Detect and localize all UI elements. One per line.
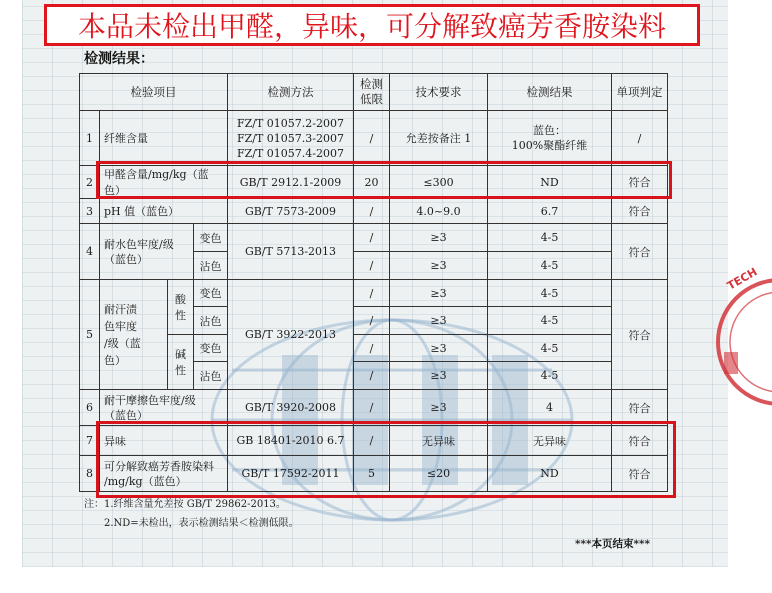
judgement: / [612,111,668,166]
result: 4-5 [488,307,612,335]
alkali-label: 碱性 [168,335,194,390]
detection-limit: / [354,111,390,166]
row-number: 1 [80,111,100,166]
test-method: GB/T 17592-2011 [228,456,354,492]
detection-limit: / [354,252,390,280]
detection-limit: / [354,224,390,252]
judgement: 符合 [612,166,668,199]
detection-limit: / [354,335,390,362]
result: 4 [488,390,612,426]
footnote-2: 2.ND=未检出，表示检测结果＜检测低限。 [104,518,299,529]
item-name: 可分解致癌芳香胺染料 /mg/kg（蓝色） [100,456,228,492]
requirement: 无异味 [390,426,488,456]
item-name: 纤维含量 [100,111,228,166]
header-method: 检测方法 [228,74,354,111]
requirement: ≥3 [390,224,488,252]
judgement: 符合 [612,426,668,456]
section-title: 检测结果： [84,51,154,67]
svg-text:TECH: TECH [725,265,760,293]
item-name: 甲醛含量/mg/kg（蓝色） [100,166,228,199]
result: ND [488,166,612,199]
red-seal-stamp [712,262,772,422]
result: 4-5 [488,224,612,252]
requirement: 允差按备注 1 [390,111,488,166]
requirement: ≥3 [390,307,488,335]
requirement: ≥3 [390,280,488,307]
requirement: ≤300 [390,166,488,199]
sub-item: 沾色 [194,362,228,390]
test-method: GB 18401-2010 6.7 [228,426,354,456]
requirement: ≥3 [390,390,488,426]
result: 4-5 [488,335,612,362]
judgement: 符合 [612,280,668,390]
requirement: ≥3 [390,335,488,362]
table-row [80,199,668,224]
item-name: 耐干摩擦色牢度/级 （蓝色） [100,390,228,426]
header-limit: 检测低限 [354,74,390,111]
result-line: 蓝色： [533,124,566,137]
method-line: FZ/T 01057.3-2007 [236,131,344,145]
item-name: 耐汗渍 色牢度 /级（蓝 色） [100,280,168,390]
sub-item: 变色 [194,280,228,307]
row-number: 2 [80,166,100,199]
requirement: ≤20 [390,456,488,492]
item-name: 耐水色牢度/级 （蓝色） [100,224,194,280]
test-method: GB/T 2912.1-2009 [228,166,354,199]
table-row [80,111,668,166]
item-name: pH 值（蓝色） [100,199,228,224]
result: 4-5 [488,362,612,390]
row-number: 3 [80,199,100,224]
highlight-box-odor-amine [96,421,676,498]
judgement: 符合 [612,390,668,426]
bottom-strip [0,567,750,593]
sub-item: 变色 [194,224,228,252]
result: ND [488,456,612,492]
row-number: 8 [80,456,100,492]
banner-text: 本品未检出甲醛，异味，可分解致癌芳香胺染料 [77,10,666,43]
requirement: ≥3 [390,362,488,390]
sub-item: 沾色 [194,307,228,335]
row-number: 5 [80,280,100,390]
result [488,111,612,166]
header-item: 检验项目 [80,74,228,111]
highlight-banner [44,4,700,46]
detection-limit: / [354,426,390,456]
item-name: 异味 [100,426,228,456]
detection-limit: / [354,199,390,224]
result: 4-5 [488,280,612,307]
detection-limit: / [354,362,390,390]
row-number: 4 [80,224,100,280]
row-number: 6 [80,390,100,426]
test-method: GB/T 3922-2013 [228,280,354,390]
footnote-1: 注：1.纤维含量允差按 GB/T 29862-2013。 [84,499,286,510]
detection-limit: / [354,280,390,307]
header-requirement: 技术要求 [390,74,488,111]
detection-limit: / [354,307,390,335]
requirement: ≥3 [390,252,488,280]
acid-label: 酸性 [168,280,194,335]
judgement: 符合 [612,199,668,224]
test-method: GB/T 5713-2013 [228,224,354,280]
result: 6.7 [488,199,612,224]
header-judgement: 单项判定 [612,74,668,111]
test-method: GB/T 3920-2008 [228,390,354,426]
result: 无异味 [488,426,612,456]
table-row [80,224,668,252]
table-row [80,335,668,362]
detection-limit: / [354,390,390,426]
method-line: FZ/T 01057.4-2007 [236,146,344,160]
header-row [80,74,668,111]
requirement: 4.0~9.0 [390,199,488,224]
highlight-box-formaldehyde [96,161,672,199]
row-number: 7 [80,426,100,456]
method-line: FZ/T 01057.2-2007 [236,116,344,130]
footnotes [84,495,299,533]
judgement: 符合 [612,224,668,280]
table-row [80,280,668,307]
test-method [228,111,354,166]
result-line: 100%聚酯纤维 [511,139,588,152]
judgement: 符合 [612,456,668,492]
sub-item: 沾色 [194,252,228,280]
result: 4-5 [488,252,612,280]
detection-limit: 20 [354,166,390,199]
header-result: 检测结果 [488,74,612,111]
test-method: GB/T 7573-2009 [228,199,354,224]
page-end-mark: ***本页结束*** [575,538,650,550]
detection-limit: 5 [354,456,390,492]
sub-item: 变色 [194,335,228,362]
